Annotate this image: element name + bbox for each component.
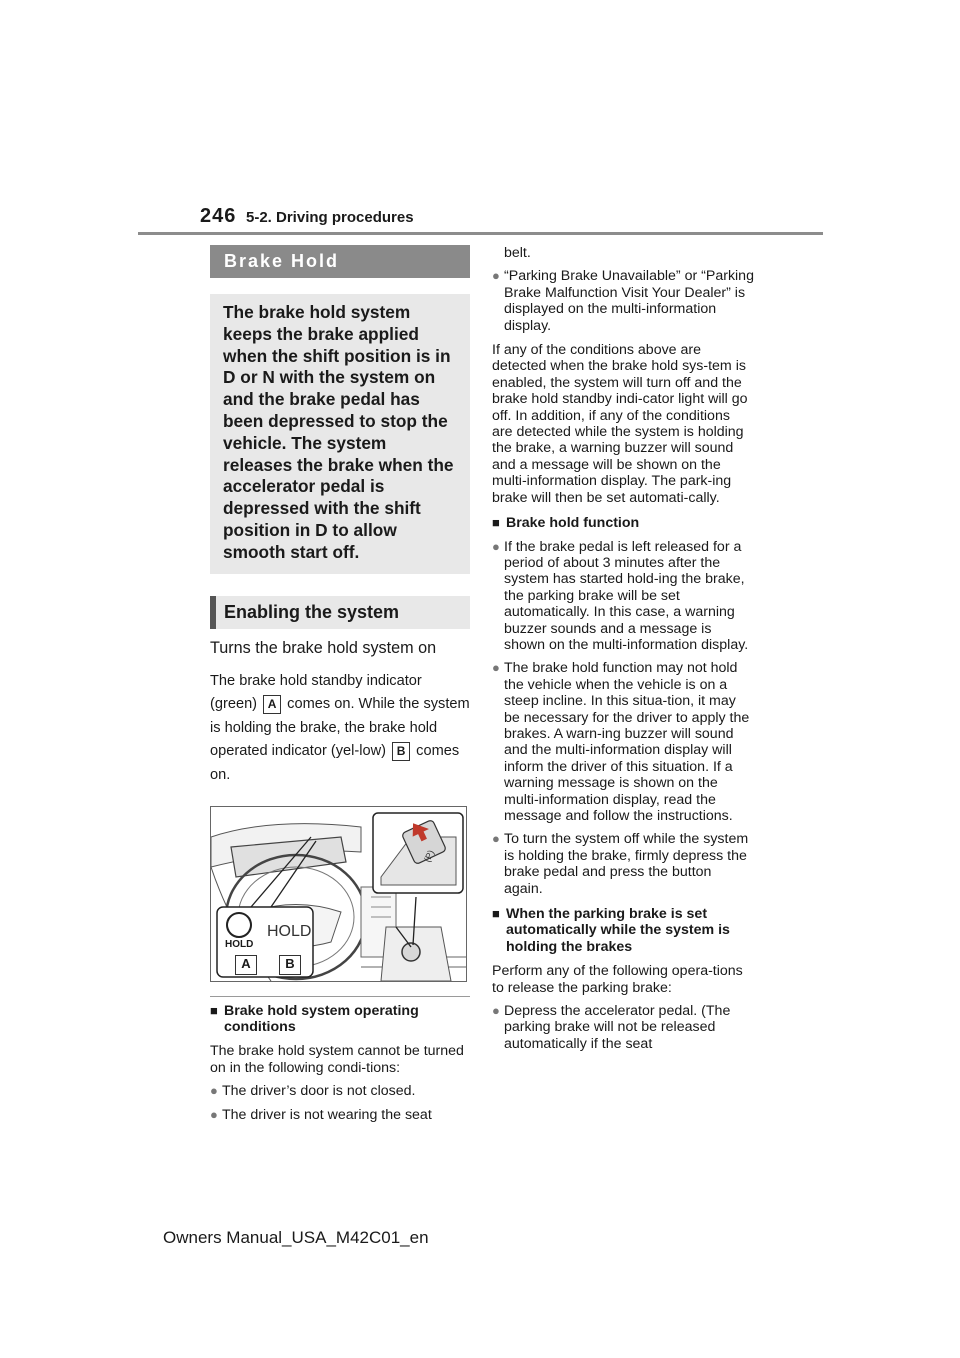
lead-text: Turns the brake hold system on <box>210 638 437 657</box>
circle-bullet-icon: ● <box>210 1083 218 1099</box>
list-item: ● “Parking Brake Unavailable” or “Parking Brake Malfunction Visit Your Dealer” is displayed on the multi-information display. <box>492 268 754 334</box>
square-bullet-icon: ■ <box>492 906 500 922</box>
brake-hold-title: Brake Hold <box>210 245 470 278</box>
conditions-paragraph: If any of the conditions above are detected when the brake hold sys-tem is enabled, the system will turn off and the brake hold standby indi-cator light will go off. In addition, if any of the conditions are detected while the system is holding the brake, a warning buzzer will sound and a message will be shown on the multi-information display. The park-ing brake will then be set automati-cally. <box>492 342 748 506</box>
indicator-text-1: The brake hold standby indicator (green) <box>210 672 422 713</box>
badge-b: B <box>392 742 410 761</box>
circle-bullet-icon: ● <box>492 1003 500 1019</box>
left-column <box>210 245 470 1123</box>
enabling-title: Enabling the system <box>210 596 470 629</box>
operating-text: The brake hold system cannot be turned on in the following condi-tions: <box>210 1043 464 1076</box>
figure-divider <box>210 996 470 997</box>
list-item: ● Depress the accelerator pedal. (The parking brake will not be released automatically if the seat <box>492 1003 731 1052</box>
circle-bullet-icon: ● <box>210 1106 218 1122</box>
circle-bullet-icon: ● <box>492 660 500 676</box>
list-item: ● The driver is not wearing the seat <box>210 1106 432 1123</box>
section-title: 5-2. Driving procedures <box>246 209 414 226</box>
indicator-text-3: comes on. <box>210 743 460 783</box>
operating-heading: ■ Brake hold system operating conditions <box>210 1002 419 1035</box>
footer-manual-id: Owners Manual_USA_M42C01_en <box>163 1228 429 1247</box>
circle-bullet-icon: ● <box>492 268 500 284</box>
figure-callout-b: B <box>279 955 301 975</box>
circle-bullet-icon: ● <box>492 831 500 847</box>
hold-icon-label: HOLD <box>225 938 254 950</box>
figure-callout-a: A <box>235 955 257 975</box>
list-item: ● The brake hold function may not hold the vehicle when the vehicle is on a steep incline. In this situa-tion, it may be necessary for the driver to apply the brakes. A warn-ing buzzer will sound and the multi-information display will inform the driver of this situation. If a warning message is shown on the multi-information display, read the message and follow the instructions. <box>492 660 750 824</box>
brake-hold-function-heading: ■ Brake hold function <box>492 515 640 532</box>
badge-a: A <box>263 695 281 714</box>
intro-box: The brake hold system keeps the brake applied when the shift position is in D or N with the system on and the brake pedal has been depressed to stop the vehicle. The system releases the brake when the accelerator pedal is depressed with the shift position in D to allow smooth start off. <box>210 294 470 574</box>
operating-conditions <box>210 1003 470 1123</box>
page-number: 246 <box>200 205 237 227</box>
dashboard-illustration <box>210 806 467 982</box>
hold-text-indicator: HOLD <box>267 922 312 940</box>
list-item: ● To turn the system off while the system is holding the brake, firmly depress the brake pedal and press the button again. <box>492 831 749 897</box>
indicator-description <box>210 670 470 788</box>
header-rule <box>138 232 823 235</box>
brake-hold-button-glyph: (P) <box>421 847 437 864</box>
list-item: ● The driver’s door is not closed. <box>210 1083 416 1100</box>
parking-brake-heading: ■ When the parking brake is set automatically while the system is holding the brakes <box>492 906 730 955</box>
square-bullet-icon: ■ <box>492 515 500 531</box>
right-column <box>492 245 754 1052</box>
list-item: ● If the brake pedal is left released for a period of about 3 minutes after the system has started hold-ing the brake, the parking brake will be set automatically. In this case, a warning buzzer sounds and a message is shown on the multi-information display. <box>492 538 749 653</box>
indicator-text-2: comes on. While the system is holding the brake, the brake hold operated indicator (yel-low) <box>210 696 470 760</box>
release-instructions: Perform any of the following opera-tions to release the parking brake: <box>492 963 743 996</box>
circle-bullet-icon: ● <box>492 538 500 554</box>
continued-text: belt. <box>504 245 531 261</box>
square-bullet-icon: ■ <box>210 1002 218 1018</box>
